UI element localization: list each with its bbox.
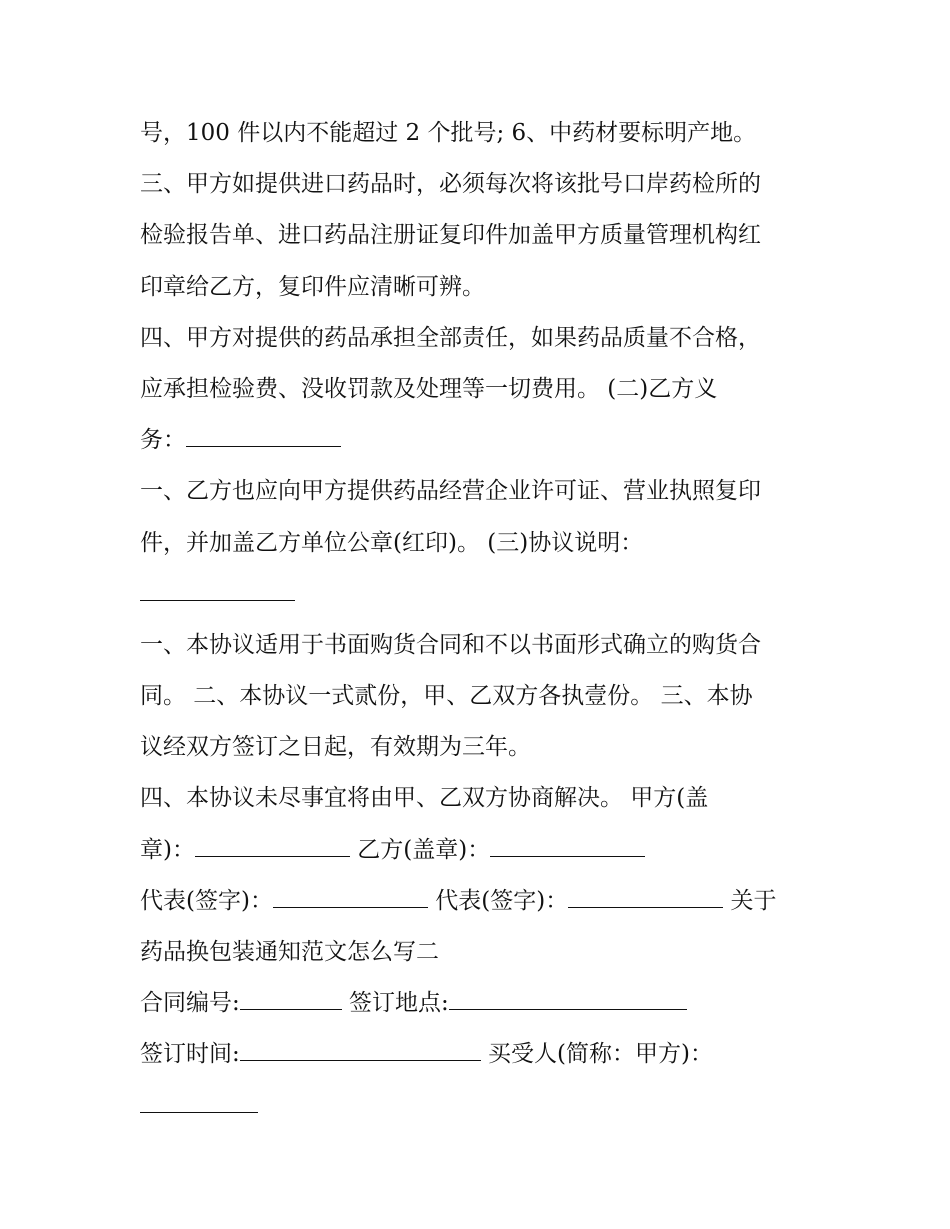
text-line: 同。 二、本协议一式贰份，甲、乙双方各执壹份。 三、本协	[140, 683, 753, 710]
fill-in-blank	[140, 578, 295, 601]
fill-in-blank	[568, 885, 723, 908]
label-text: 签订地点:	[341, 990, 449, 1017]
fill-in-blank	[195, 834, 350, 857]
text-line: 检验报告单、进口药品注册证复印件加盖甲方质量管理机构红	[140, 222, 761, 249]
text-line: 药品换包装通知范文怎么写二	[140, 939, 439, 965]
fill-in-blank	[186, 424, 341, 447]
text-line: 件，并加盖乙方单位公章(红印)。 (三)协议说明：	[140, 529, 644, 556]
label-text: 代表(签字)：	[140, 887, 273, 914]
text-line: 一、本协议适用于书面购货合同和不以书面形式确立的购货合	[140, 631, 761, 658]
text-line: 号，100 件以内不能超过 2 个批号; 6、中药材要标明产地。	[140, 120, 757, 146]
label-text: 章)：	[140, 836, 195, 863]
label-text: 签订时间:	[140, 1041, 240, 1068]
text-line	[140, 876, 820, 927]
fill-in-blank	[240, 1039, 481, 1062]
text-line: 议经双方签订之日起，有效期为三年。	[140, 734, 531, 761]
text-line: 一、乙方也应向甲方提供药品经营企业许可证、营业执照复印	[140, 478, 761, 505]
label-text: 关于	[723, 887, 777, 914]
text-line	[140, 825, 820, 876]
text-line: 印章给乙方，复印件应清晰可辨。	[140, 273, 485, 300]
text-line	[140, 1081, 820, 1132]
text-line	[140, 978, 820, 1029]
text-line: 四、本协议未尽事宜将由甲、乙双方协商解决。 甲方(盖	[140, 785, 709, 812]
text-line: 应承担检验费、没收罚款及处理等一切费用。 (二)乙方义	[140, 375, 718, 402]
label-text: 务：	[140, 427, 186, 454]
text-line: 三、甲方如提供进口药品时，必须每次将该批号口岸药检所的	[140, 171, 761, 198]
label-text: 买受人(简称：甲方)：	[480, 1041, 714, 1068]
label-text: 合同编号:	[140, 990, 240, 1017]
fill-in-blank	[240, 987, 342, 1010]
text-line: 四、甲方对提供的药品承担全部责任，如果药品质量不合格，	[140, 324, 761, 351]
fill-in-blank	[449, 987, 687, 1010]
fill-in-blank	[273, 885, 428, 908]
label-text: 乙方(盖章)：	[349, 836, 491, 863]
fill-in-blank	[490, 834, 645, 857]
document-body	[140, 108, 820, 1132]
text-line	[140, 1029, 820, 1080]
label-text: 代表(签字)：	[427, 887, 569, 914]
fill-in-blank	[140, 1090, 258, 1113]
text-line	[140, 569, 820, 620]
text-line	[140, 415, 820, 466]
